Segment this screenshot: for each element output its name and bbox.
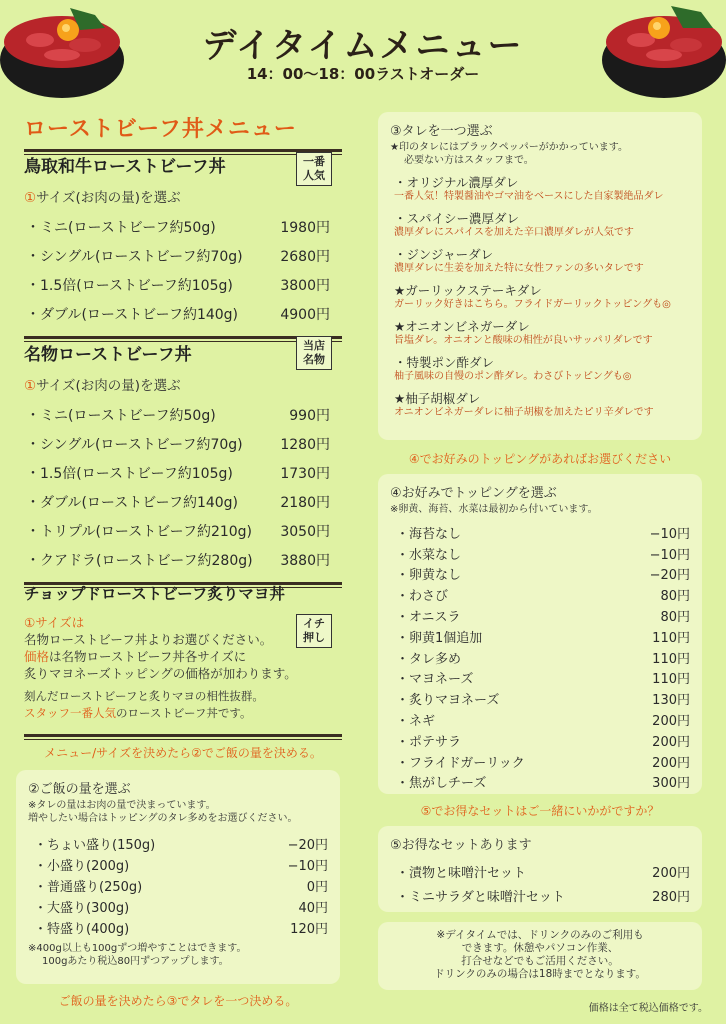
dish-title: チョップドローストビーフ炙りマヨ丼 [24, 585, 285, 603]
description-text: のローストビーフ丼です。 [116, 706, 252, 720]
badge-text: 当店 名物 [303, 339, 325, 366]
popular-badge [296, 152, 332, 186]
tare-name: ★ガーリックステーキダレ [394, 283, 542, 298]
tare-note: ★印のタレにはブラックペッパーがかかっています。 [390, 142, 628, 153]
topping-item[interactable] [390, 626, 690, 647]
divider [24, 739, 342, 740]
item-name: ・卵黄1個追加 [396, 630, 483, 646]
tare-note: 必要ない方はスタッフまで。 [404, 155, 534, 166]
rice-item[interactable] [28, 917, 328, 938]
item-name: ・ダブル(ローストビーフ約140g) [26, 306, 239, 323]
item-price: 200円 [652, 734, 690, 750]
topping-item[interactable] [390, 564, 690, 585]
tare-item[interactable] [390, 353, 690, 383]
menu-item[interactable] [24, 212, 342, 241]
item-price: 1980円 [280, 219, 330, 236]
info-line: ※デイタイムでは、ドリンクのみのご利用も [436, 929, 644, 941]
tare-name: ・スパイシー濃厚ダレ [394, 211, 520, 226]
item-name: ・マヨネーズ [396, 672, 474, 688]
topping-item[interactable] [390, 709, 690, 730]
menu-item[interactable] [24, 516, 342, 545]
rice-note: 増やしたい場合はトッピングのタレ多めをお選びください。 [28, 813, 298, 824]
item-price: 110円 [652, 630, 690, 646]
topping-item[interactable] [390, 584, 690, 605]
tare-desc: 柚子風味の自慢のポン酢ダレ。わさびトッピングも◎ [394, 371, 632, 382]
rice-item[interactable] [28, 833, 328, 854]
dish-title: 鳥取和牛ローストビーフ丼 [24, 157, 226, 177]
description-line: 刻んだローストビーフと炙りマヨの相性抜群。 [24, 689, 264, 703]
item-name: ・海苔なし [396, 526, 462, 542]
menu-item[interactable] [24, 270, 342, 299]
dish-meibutsu [24, 340, 342, 588]
item-name: ・漬物と味噌汁セット [396, 865, 527, 881]
item-price: 0円 [306, 880, 328, 895]
item-price: 300円 [652, 776, 690, 792]
step-number: ① [24, 190, 37, 206]
item-price: 200円 [652, 714, 690, 730]
tare-item[interactable] [390, 245, 690, 275]
item-name: ・小盛り(200g) [34, 859, 130, 874]
menu-item[interactable] [24, 545, 342, 574]
item-price: −20円 [287, 838, 328, 853]
menu-item[interactable] [24, 400, 342, 429]
item-price: 130円 [652, 693, 690, 709]
tare-item[interactable] [390, 317, 690, 347]
item-name: ・卵黄なし [396, 568, 462, 584]
description-line [24, 705, 342, 722]
item-name: ・クアドラ(ローストビーフ約280g) [26, 552, 253, 569]
rice-footnote: 100gあたり税込80円ずつアップします。 [42, 956, 229, 967]
item-price: 3880円 [280, 552, 330, 569]
topping-item[interactable] [390, 730, 690, 751]
tare-item[interactable] [390, 389, 690, 419]
recommended-badge [296, 614, 332, 648]
tare-name: ・ジンジャーダレ [394, 247, 494, 262]
item-name: ・1.5倍(ローストビーフ約105g) [26, 465, 233, 482]
item-price: 3800円 [280, 277, 330, 294]
tare-desc: 濃厚ダレに生姜を加えた特に女性ファンの多いタレです [394, 263, 644, 274]
menu-item[interactable] [24, 487, 342, 516]
tare-name: ★オニオンビネガーダレ [394, 319, 530, 334]
topping-note: ※卵黄、海苔、水菜は最初から付いています。 [390, 504, 598, 515]
tare-desc: ガーリック好きはこちら。フライドガーリックトッピングも◎ [394, 299, 671, 310]
set-item[interactable] [390, 859, 690, 883]
item-name: ・水菜なし [396, 547, 462, 563]
item-price: 1280円 [280, 436, 330, 453]
badge-text: イチ 押し [303, 617, 325, 644]
item-name: ・特盛り(400g) [34, 922, 130, 937]
item-price: 110円 [652, 672, 690, 688]
item-price: 110円 [652, 651, 690, 667]
item-name: ・ミニ(ローストビーフ約50g) [26, 407, 216, 424]
item-name: ・ちょい盛り(150g) [34, 838, 156, 853]
tare-item[interactable] [390, 281, 690, 311]
tare-name: ・オリジナル濃厚ダレ [394, 175, 519, 190]
set-heading: ⑤お得なセットあります [390, 838, 532, 853]
rice-item[interactable] [28, 875, 328, 896]
topping-item[interactable] [390, 668, 690, 689]
info-line: ドリンクのみの場合は18時までとなります。 [434, 968, 646, 980]
item-price: 80円 [660, 589, 690, 605]
dish-chopped-mayo [24, 582, 342, 740]
description-line: 炙りマヨネーズトッピングの価格が加わります。 [24, 666, 297, 681]
next-step-note: ④でお好みのトッピングがあればお選びください [408, 452, 672, 466]
item-price: 80円 [660, 610, 690, 626]
menu-item[interactable] [24, 429, 342, 458]
tare-item[interactable] [390, 209, 690, 239]
size-step [24, 374, 342, 394]
page-title: デイタイムメニュー [202, 26, 524, 66]
item-price: 2680円 [280, 248, 330, 265]
topping-item[interactable] [390, 772, 690, 793]
topping-item[interactable] [390, 751, 690, 772]
rice-item[interactable] [28, 896, 328, 917]
item-name: ・焦がしチーズ [396, 776, 487, 792]
rice-note: ※タレの量はお肉の量で決まっています。 [28, 800, 216, 811]
size-step [24, 186, 342, 206]
item-price: −20円 [649, 568, 690, 584]
divider [24, 734, 342, 737]
tax-note: 価格は全て税込価格です。 [588, 1003, 708, 1014]
tare-heading: ③タレを一つ選ぶ [390, 124, 493, 139]
topping-list [390, 522, 690, 792]
item-price: −10円 [649, 526, 690, 542]
item-name: ・ダブル(ローストビーフ約140g) [26, 494, 239, 511]
roast-beef-menu-section [24, 112, 342, 155]
tare-desc: 濃厚ダレにスパイスを加えた辛口濃厚ダレが人気です [394, 227, 634, 238]
dish-title: 名物ローストビーフ丼 [24, 345, 192, 365]
item-price: 200円 [652, 755, 690, 771]
item-price: 40円 [298, 901, 328, 916]
divider [24, 336, 342, 339]
tare-desc: 一番人気！特製醤油やゴマ油をベースにした自家製絶品ダレ [394, 191, 664, 202]
chop-description [24, 614, 342, 722]
topping-heading: ④お好みでトッピングを選ぶ [390, 486, 557, 501]
topping-box [378, 474, 702, 794]
item-name: ・オニスラ [396, 610, 461, 626]
item-name: ・1.5倍(ローストビーフ約105g) [26, 277, 233, 294]
drink-info-box [378, 922, 702, 990]
topping-item[interactable] [390, 543, 690, 564]
item-name: ・シングル(ローストビーフ約70g) [26, 436, 243, 453]
item-name: ・ネギ [396, 714, 436, 730]
next-step-note: メニュー/サイズを決めたら②でご飯の量を決める。 [44, 746, 322, 760]
specialty-badge [296, 336, 332, 370]
info-line: 打合せなどでもご活用ください。 [461, 955, 619, 967]
rice-footnote: ※400g以上も100gずつ増やすことはできます。 [28, 943, 247, 954]
item-price: −10円 [649, 547, 690, 563]
item-name: ・タレ多め [396, 651, 462, 667]
item-name: ・炙りマヨネーズ [396, 693, 500, 709]
description-line: 名物ローストビーフ丼よりお選びください。 [24, 632, 273, 647]
section-title: ローストビーフ丼メニュー [24, 117, 297, 142]
tare-name: ★柚子胡椒ダレ [394, 391, 481, 406]
step-number: ① [24, 378, 37, 394]
menu-item[interactable] [24, 299, 342, 328]
item-price: −10円 [287, 859, 328, 874]
item-name: ・シングル(ローストビーフ約70g) [26, 248, 243, 265]
item-price: 990円 [289, 407, 330, 424]
price-highlight: 価格 [24, 649, 50, 664]
item-name: ・普通盛り(250g) [34, 880, 143, 895]
item-price: 2180円 [280, 494, 330, 511]
item-name: ・ミニサラダと味噌汁セット [396, 889, 565, 905]
page-subtitle: 14：00〜18：00ラストオーダー [246, 65, 480, 83]
topping-item[interactable] [390, 522, 690, 543]
step-text: サイズ(お肉の量)を選ぶ [36, 190, 181, 206]
description-text: は名物ローストビーフ丼各サイズに [49, 649, 247, 664]
item-name: ・ポテサラ [396, 734, 462, 750]
rice-box [16, 770, 340, 984]
item-price: 3050円 [280, 523, 330, 540]
item-price: 200円 [652, 865, 690, 881]
topping-item[interactable] [390, 605, 690, 626]
item-name: ・ミニ(ローストビーフ約50g) [26, 219, 216, 236]
item-price: 120円 [290, 922, 328, 937]
size-step: ①サイズは [24, 615, 85, 630]
dish-tottori-wagyu [24, 152, 342, 342]
rice-list [28, 833, 328, 938]
tare-desc: 旨塩ダレ。オニオンと酸味の相性が良いサッパリダレです [394, 335, 653, 346]
set-box [378, 826, 702, 912]
topping-item[interactable] [390, 647, 690, 668]
item-price: 4900円 [280, 306, 330, 323]
next-step-note: ⑤でお得なセットはご一緒にいかがですか？ [420, 804, 660, 818]
next-step-note: ご飯の量を決めたら③でタレを一つ決める。 [58, 994, 298, 1008]
badge-text: 一番 人気 [303, 155, 325, 182]
set-list [390, 859, 690, 907]
tare-box [378, 112, 702, 440]
menu-item[interactable] [24, 458, 342, 487]
info-line: できます。休憩やパソコン作業、 [461, 942, 619, 954]
menu-item[interactable] [24, 241, 342, 270]
set-item[interactable] [390, 883, 690, 907]
item-name: ・フライドガーリック [396, 755, 525, 771]
tare-name: ・特製ポン酢ダレ [394, 355, 495, 370]
step-text: サイズ(お肉の量)を選ぶ [36, 378, 181, 394]
size-list [24, 400, 342, 574]
item-name: ・トリプル(ローストビーフ約210g) [26, 523, 253, 540]
topping-item[interactable] [390, 688, 690, 709]
item-price: 1730円 [280, 465, 330, 482]
item-name: ・わさび [396, 589, 449, 605]
tare-list [390, 173, 690, 419]
tare-desc: オニオンビネガーダレに柚子胡椒を加えたピリ辛ダレです [394, 407, 654, 418]
size-list [24, 212, 342, 328]
rice-heading: ②ご飯の量を選ぶ [28, 782, 131, 797]
item-name: ・大盛り(300g) [34, 901, 130, 916]
staff-highlight: スタッフ一番人気 [24, 706, 116, 720]
item-price: 280円 [652, 889, 690, 905]
rice-item[interactable] [28, 854, 328, 875]
description-line [24, 648, 342, 665]
tare-item[interactable] [390, 173, 690, 203]
